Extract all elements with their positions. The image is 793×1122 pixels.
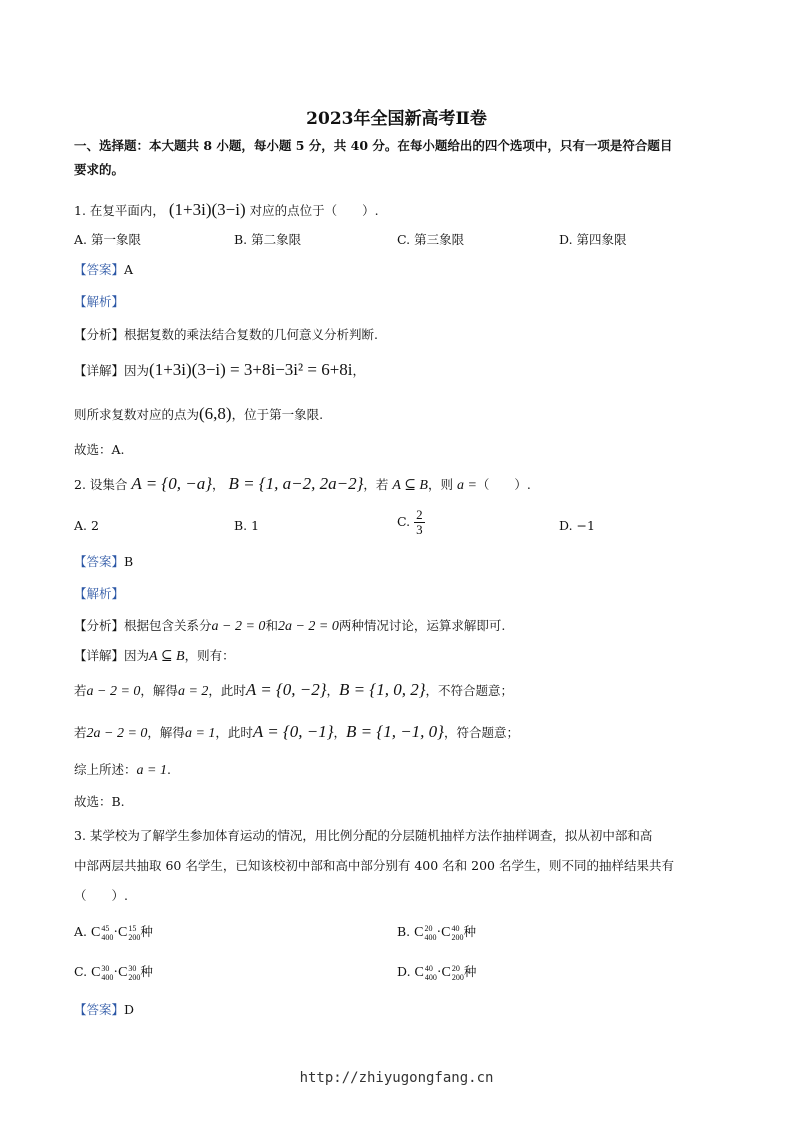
- q2-option-d: D. −1: [559, 518, 595, 533]
- q2-stem-mid2: ，则: [427, 477, 457, 492]
- analysis-tag: 【分析】: [74, 618, 125, 633]
- q3-option-d: [397, 962, 476, 983]
- q1-stem-tail: 对应的点位于（ ）.: [249, 203, 379, 218]
- section-header-line-2: 要求的。: [74, 162, 125, 177]
- q1-analysis: [74, 325, 378, 345]
- point-expression: (6,8): [199, 404, 232, 423]
- case-text: ，此时: [215, 725, 253, 740]
- option-label: C.: [74, 964, 88, 979]
- summary-tail: .: [166, 762, 171, 777]
- case-expression: a = 2: [177, 684, 209, 699]
- case-text: ，此时: [208, 683, 246, 698]
- comb-sup: 45: [101, 923, 110, 933]
- q2-choice: 故选：B.: [74, 794, 125, 809]
- page-title: 2023年全国新高考Ⅱ卷: [306, 109, 487, 129]
- q2-option-b: B. 1: [234, 518, 260, 533]
- q2-option-c: [397, 508, 425, 537]
- detail-text: 因为: [124, 363, 150, 378]
- q1-stem: [74, 200, 379, 221]
- q1-point: [74, 404, 323, 425]
- option-unit: 种: [140, 924, 153, 939]
- option-label: A.: [74, 924, 88, 939]
- case-expression: a − 2 = 0: [86, 684, 141, 699]
- summary-text: 综上所述：: [74, 762, 137, 777]
- case-expression: 2a − 2 = 0: [86, 726, 148, 741]
- q2-option-c-label: C.: [397, 514, 411, 529]
- q3-stem-line-3: （ ）.: [74, 888, 128, 903]
- q3-option-a: [74, 922, 153, 943]
- q2-answer: [74, 552, 133, 572]
- answer-tag: 【答案】: [74, 1002, 125, 1017]
- case-expression: B = {1, −1, 0}: [346, 722, 444, 741]
- q1-stem-expression: (1+3i)(3−i): [168, 200, 246, 219]
- q3-stem-line-1: 3. 某学校为了解学生参加体育运动的情况，用比例分配的分层随机抽样方法作抽样调查，拟从初中部和高: [74, 828, 653, 843]
- q2-jiexi-tag: 【解析】: [74, 586, 125, 601]
- q3-answer: [74, 1000, 134, 1020]
- option-unit: 种: [463, 964, 477, 979]
- q2-stem-mid: ，若: [363, 477, 393, 492]
- answer-tag: 【答案】: [74, 262, 125, 277]
- comb-sub: 400: [101, 932, 114, 942]
- comb-sup: 30: [101, 963, 110, 973]
- q2-a-eq: a =: [456, 478, 477, 493]
- case-text: ，解得: [140, 683, 178, 698]
- q2-stem-tail: （ ）.: [476, 477, 531, 492]
- q2-analysis: [74, 616, 505, 637]
- q3-option-c: [74, 962, 153, 983]
- analysis-tail: 两种情况讨论，运算求解即可.: [338, 618, 506, 633]
- q1-option-a: A. 第一象限: [74, 232, 141, 247]
- analysis-join: 和: [265, 618, 278, 633]
- analysis-expression-2: 2a − 2 = 0: [277, 619, 339, 634]
- q2-stem-text: 2. 设集合: [74, 477, 132, 492]
- q2-sep: ，: [212, 477, 225, 492]
- comb-sub: 200: [128, 932, 141, 942]
- comb-sub: 200: [451, 972, 464, 982]
- section-header-line-1: 一、选择题：本大题共 8 小题，每小题 5 分，共 40 分。在每小题给出的四个选项中，只有一项是符合题目: [74, 138, 673, 153]
- q1-stem-text: 1. 在复平面内，: [74, 203, 165, 218]
- comb-sup: 15: [128, 923, 137, 933]
- answer-tag: 【答案】: [74, 554, 125, 569]
- comb-sub: 400: [101, 972, 114, 982]
- q1-choice: 故选：A.: [74, 442, 125, 457]
- fraction-denominator: 3: [416, 522, 423, 537]
- case-text: ，: [326, 683, 340, 698]
- q1-option-d: D. 第四象限: [559, 232, 627, 247]
- combination-expression: C 40 400 ·C 20 200: [414, 963, 464, 982]
- q2-option-c-fraction: [414, 508, 425, 537]
- fraction-numerator: 2: [416, 507, 423, 522]
- case-text: ，符合题意；: [443, 725, 519, 740]
- comb-sup: 40: [451, 923, 460, 933]
- analysis-text: 根据复数的乘法结合复数的几何意义分析判断.: [124, 327, 378, 342]
- q3-option-b: [397, 922, 476, 943]
- q2-set-b: B = {1, a−2, 2a−2}: [228, 474, 364, 493]
- option-unit: 种: [140, 964, 153, 979]
- case-expression: A = {0, −2}: [245, 680, 327, 699]
- q1-option-b: B. 第二象限: [234, 232, 302, 247]
- q2-set-a: A = {0, −a}: [131, 474, 212, 493]
- combination-expression: C 45 400 ·C 15 200: [91, 923, 141, 942]
- q2-case-1: [74, 680, 513, 702]
- q2-detail: [74, 646, 235, 667]
- case-expression: A = {0, −1}: [252, 722, 334, 741]
- case-text: 若: [74, 725, 87, 740]
- detail-tag: 【详解】: [74, 363, 125, 378]
- analysis-text: 根据包含关系分: [124, 618, 212, 633]
- case-text: ，: [333, 725, 347, 740]
- comb-sup: 20: [424, 923, 433, 933]
- case-text: 若: [74, 683, 87, 698]
- answer-value: A: [124, 262, 134, 277]
- q3-stem-line-2: 中部两层共抽取 60 名学生，已知该校初中部和高中部分别有 400 名和 200 名学生，则不同的抽样结果共有: [74, 858, 674, 873]
- case-text: ，解得: [147, 725, 185, 740]
- point-text: 则所求复数对应的点为: [74, 407, 200, 422]
- detail-expression: (1+3i)(3−i) = 3+8i−3i² = 6+8i: [149, 360, 353, 379]
- q2-stem: [74, 474, 531, 496]
- comb-sub: 200: [128, 972, 141, 982]
- option-unit: 种: [463, 924, 477, 939]
- q1-answer: [74, 260, 133, 280]
- option-label: D.: [397, 964, 411, 979]
- combination-expression: C 20 400 ·C 40 200: [414, 923, 464, 942]
- case-expression: B = {1, 0, 2}: [339, 680, 426, 699]
- comb-sub: 200: [451, 932, 464, 942]
- comb-sup: 40: [424, 963, 433, 973]
- detail-tag: 【详解】: [74, 648, 125, 663]
- detail-tail: ，: [352, 363, 366, 378]
- answer-value: B: [124, 554, 134, 569]
- comb-sup: 30: [128, 963, 137, 973]
- answer-value: D: [124, 1002, 135, 1017]
- comb-sub: 400: [424, 932, 437, 942]
- summary-expression: a = 1: [136, 763, 167, 778]
- q2-subset: A ⊆ B: [392, 478, 428, 493]
- q1-option-c: C. 第三象限: [397, 232, 465, 247]
- q1-jiexi-tag: 【解析】: [74, 294, 125, 309]
- case-text: ，不符合题意；: [425, 683, 514, 698]
- point-tail: ，位于第一象限.: [231, 407, 324, 422]
- q2-summary: [74, 760, 171, 781]
- case-expression: a = 1: [184, 726, 216, 741]
- combination-expression: C 30 400 ·C 30 200: [91, 963, 141, 982]
- comb-sup: 20: [451, 963, 460, 973]
- footer-url[interactable]: http://zhiyugongfang.cn: [299, 1070, 494, 1086]
- analysis-expression-1: a − 2 = 0: [211, 619, 266, 634]
- analysis-tag: 【分析】: [74, 327, 125, 342]
- option-label: B.: [397, 924, 411, 939]
- detail-tail: ，则有：: [184, 648, 235, 663]
- q2-case-2: [74, 722, 519, 744]
- q2-option-a: A. 2: [74, 518, 99, 533]
- q1-detail: [74, 360, 365, 381]
- comb-sub: 400: [424, 972, 437, 982]
- detail-text: 因为: [124, 648, 150, 663]
- detail-expression: A ⊆ B: [149, 649, 185, 664]
